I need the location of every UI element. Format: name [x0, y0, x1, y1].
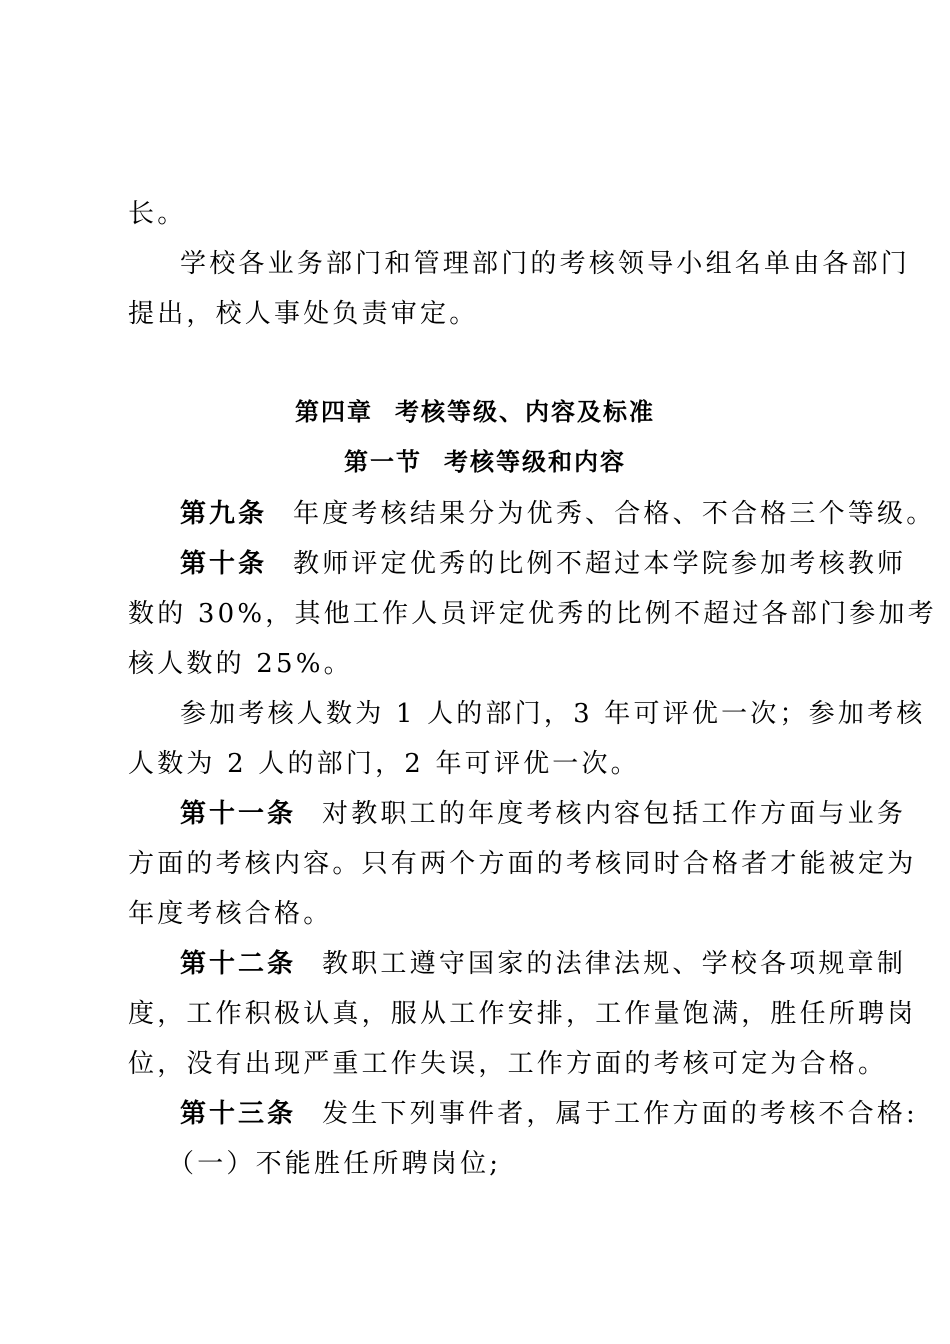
paragraph-line: 提出，校人事处负责审定。	[128, 299, 479, 329]
paragraph-line: 参加考核人数为 1 人的部门，3 年可评优一次；参加考核	[180, 699, 926, 729]
article-text: 教职工遵守国家的法律法规、学校各项规章制	[322, 949, 907, 979]
paragraph-line: 位，没有出现严重工作失误，工作方面的考核可定为合格。	[128, 1049, 888, 1079]
article-label: 第十三条	[180, 1099, 297, 1129]
article-10	[180, 547, 907, 581]
section-number: 第一节	[344, 448, 422, 476]
paragraph-line: 人数为 2 人的部门，2 年可评优一次。	[128, 749, 640, 779]
continuation-line: 长。	[128, 199, 187, 229]
chapter-number: 第四章	[295, 398, 373, 426]
article-text: 年度考核结果分为优秀、合格、不合格三个等级。	[293, 499, 936, 529]
article-13	[180, 1097, 918, 1131]
paragraph-line: 学校各业务部门和管理部门的考核领导小组名单由各部门	[180, 249, 911, 279]
article-text: 对教职工的年度考核内容包括工作方面与业务	[322, 799, 907, 829]
paragraph-line: 方面的考核内容。只有两个方面的考核同时合格者才能被定为	[128, 849, 917, 879]
article-text: 教师评定优秀的比例不超过本学院参加考核教师	[293, 549, 907, 579]
paragraph-line: 年度考核合格。	[128, 899, 333, 929]
article-label: 第十一条	[180, 799, 297, 829]
chapter-heading	[0, 396, 950, 428]
list-item: （一）不能胜任所聘岗位;	[168, 1149, 502, 1179]
article-label: 第九条	[180, 499, 268, 529]
article-text: 发生下列事件者，属于工作方面的考核不合格:	[322, 1099, 918, 1129]
paragraph-line: 数的 30%，其他工作人员评定优秀的比例不超过各部门参加考	[128, 599, 937, 629]
article-11	[180, 797, 907, 831]
chapter-title: 考核等级、内容及标准	[395, 398, 655, 426]
article-label: 第十条	[180, 549, 268, 579]
paragraph-line: 核人数的 25%。	[128, 649, 353, 679]
article-label: 第十二条	[180, 949, 297, 979]
section-heading	[10, 446, 950, 478]
paragraph-line: 度，工作积极认真，服从工作安排，工作量饱满，胜任所聘岗	[128, 999, 917, 1029]
section-title: 考核等级和内容	[444, 448, 626, 476]
article-12	[180, 947, 907, 981]
article-9	[180, 497, 936, 531]
